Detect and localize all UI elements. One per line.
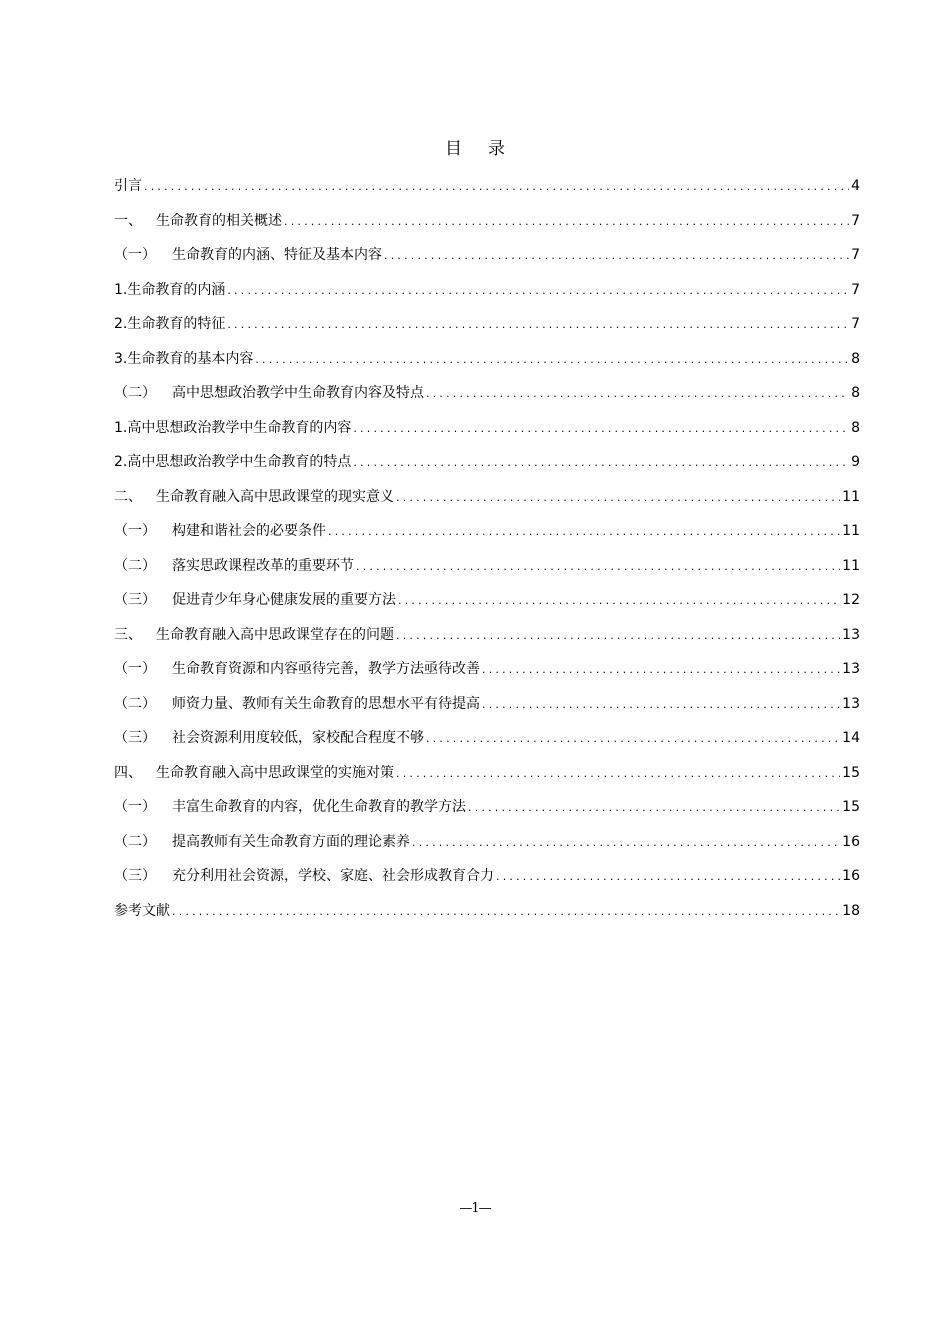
toc-entry-number: 2. xyxy=(114,316,128,332)
toc-dot-leader xyxy=(227,311,849,339)
page-title: 目录 xyxy=(445,139,531,159)
toc-entry-label xyxy=(114,345,253,373)
toc-entry-label xyxy=(114,276,225,304)
toc-page-number: 13 xyxy=(842,661,860,677)
toc-page-number: 4 xyxy=(851,178,860,194)
toc-entry-number: 四、 xyxy=(114,764,142,781)
toc-entry-text: 高中思想政治教学中生命教育的特点 xyxy=(127,454,352,470)
toc-entry-text: 高中思想政治教学中生命教育内容及特点 xyxy=(172,385,424,401)
toc-page-number: 15 xyxy=(842,764,860,781)
toc-page-number: 11 xyxy=(842,488,860,505)
toc-entry-label xyxy=(114,828,410,856)
toc-entry-number: 1. xyxy=(114,419,128,436)
toc-entry-text: 社会资源利用度较低，家校配合程度不够 xyxy=(172,730,424,746)
toc-entry[interactable] xyxy=(114,655,860,690)
toc-entry[interactable] xyxy=(114,517,860,552)
toc-entry-label xyxy=(114,759,394,787)
toc-entry-number: （三） xyxy=(114,730,156,746)
toc-entry[interactable] xyxy=(114,793,860,828)
toc-entry[interactable] xyxy=(114,310,860,345)
toc-dot-leader xyxy=(144,173,849,201)
toc-entry-text: 生命教育融入高中思政课堂存在的问题 xyxy=(156,626,394,643)
toc-entry[interactable] xyxy=(114,414,860,449)
toc-entry[interactable] xyxy=(114,586,860,621)
toc-entry[interactable] xyxy=(114,448,860,483)
toc-entry-text: 生命教育资源和内容亟待完善，教学方法亟待改善 xyxy=(172,661,480,677)
toc-entry-number: 3. xyxy=(114,350,128,367)
toc-entry-label xyxy=(114,552,354,580)
toc-page-number: 8 xyxy=(851,385,860,401)
toc-entry-label xyxy=(114,897,170,925)
toc-entry-text: 构建和谐社会的必要条件 xyxy=(172,523,326,539)
toc-entry-text: 促进青少年身心健康发展的重要方法 xyxy=(172,592,396,608)
toc-entry-number: （三） xyxy=(114,592,156,608)
toc-entry-label xyxy=(114,483,394,511)
toc-entry[interactable] xyxy=(114,690,860,725)
toc-entry-number: （一） xyxy=(114,661,156,677)
toc-entry[interactable] xyxy=(114,345,860,380)
toc-dot-leader xyxy=(227,277,849,305)
toc-entry-number: （二） xyxy=(114,833,156,850)
toc-entry-text: 引言 xyxy=(114,178,142,194)
toc-dot-leader xyxy=(353,449,849,477)
toc-page-number: 12 xyxy=(842,592,860,608)
toc-entry-label xyxy=(114,793,466,821)
toc-entry-number: 2. xyxy=(114,454,128,470)
toc-entry-text: 生命教育的特征 xyxy=(127,316,226,332)
toc-entry-text: 生命教育的基本内容 xyxy=(127,350,254,367)
toc-entry-label xyxy=(114,310,225,338)
toc-entry-number: 1. xyxy=(114,281,128,298)
toc-entry[interactable] xyxy=(114,552,860,587)
toc-entry-text: 生命教育的内涵、特征及基本内容 xyxy=(172,247,382,263)
toc-dot-leader xyxy=(398,587,840,615)
toc-entry[interactable] xyxy=(114,724,860,759)
toc-page-number: 9 xyxy=(851,454,860,470)
toc-page-number: 16 xyxy=(842,868,860,884)
toc-dot-leader xyxy=(412,829,840,857)
toc-dot-leader xyxy=(496,863,840,891)
toc-page-number: 7 xyxy=(851,212,860,229)
toc-entry-text: 提高教师有关生命教育方面的理论素养 xyxy=(172,833,410,850)
toc-dot-leader xyxy=(284,208,849,236)
toc-entry[interactable] xyxy=(114,862,860,897)
toc-entry-label xyxy=(114,690,480,718)
toc-entry[interactable] xyxy=(114,241,860,276)
toc-entry[interactable] xyxy=(114,379,860,414)
toc-dot-leader xyxy=(356,553,840,581)
toc-dot-leader xyxy=(468,794,840,822)
toc-dot-leader xyxy=(426,380,849,408)
toc-dot-leader xyxy=(353,415,849,443)
toc-dot-leader xyxy=(255,346,849,374)
page-number-footer: —1— xyxy=(459,1201,491,1216)
toc-entry-text: 丰富生命教育的内容，优化生命教育的教学方法 xyxy=(172,799,466,815)
toc-entry-label xyxy=(114,448,351,476)
toc-entry-label xyxy=(114,655,480,683)
toc-page-number: 8 xyxy=(851,350,860,367)
toc-dot-leader xyxy=(482,656,840,684)
toc-entry-number: （一） xyxy=(114,247,156,263)
toc-dot-leader xyxy=(482,691,840,719)
toc-entry-number: （二） xyxy=(114,557,156,574)
toc-dot-leader xyxy=(426,725,840,753)
toc-dot-leader xyxy=(396,622,840,650)
table-of-contents xyxy=(114,172,860,931)
toc-entry[interactable] xyxy=(114,276,860,311)
toc-entry-text: 生命教育的内涵 xyxy=(127,281,226,298)
toc-entry-label xyxy=(114,241,382,269)
toc-dot-leader xyxy=(396,760,840,788)
toc-page-number: 14 xyxy=(842,730,860,746)
toc-entry-text: 生命教育融入高中思政课堂的现实意义 xyxy=(156,488,394,505)
toc-page-number: 7 xyxy=(851,316,860,332)
toc-entry-text: 生命教育的相关概述 xyxy=(156,212,282,229)
toc-page-number: 7 xyxy=(851,281,860,298)
toc-entry-text: 充分利用社会资源，学校、家庭、社会形成教育合力 xyxy=(172,868,494,884)
toc-entry-label xyxy=(114,517,326,545)
toc-dot-leader xyxy=(384,242,849,270)
toc-page-number: 13 xyxy=(842,626,860,643)
toc-entry-number: （一） xyxy=(114,523,156,539)
toc-page-number: 16 xyxy=(842,833,860,850)
toc-entry-label xyxy=(114,862,494,890)
toc-page-number: 11 xyxy=(842,557,860,574)
toc-dot-leader xyxy=(328,518,840,546)
toc-entry-text: 生命教育融入高中思政课堂的实施对策 xyxy=(156,764,394,781)
toc-entry-text: 师资力量、教师有关生命教育的思想水平有待提高 xyxy=(172,695,480,712)
toc-page-number: 8 xyxy=(851,419,860,436)
toc-page-number: 15 xyxy=(842,799,860,815)
toc-page-number: 13 xyxy=(842,695,860,712)
toc-entry-text: 高中思想政治教学中生命教育的内容 xyxy=(127,419,352,436)
toc-dot-leader xyxy=(396,484,840,512)
toc-entry-text: 落实思政课程改革的重要环节 xyxy=(172,557,354,574)
toc-entry-number: （三） xyxy=(114,868,156,884)
toc-entry-label xyxy=(114,724,424,752)
toc-entry[interactable] xyxy=(114,828,860,863)
toc-entry[interactable] xyxy=(114,621,860,656)
toc-page-number: 11 xyxy=(842,523,860,539)
toc-page-number: 7 xyxy=(851,247,860,263)
toc-entry-label xyxy=(114,586,396,614)
toc-entry[interactable] xyxy=(114,897,860,932)
toc-entry[interactable] xyxy=(114,172,860,207)
toc-entry-label xyxy=(114,207,282,235)
toc-page-number: 18 xyxy=(842,902,860,919)
toc-entry[interactable] xyxy=(114,207,860,242)
toc-entry-number: 一、 xyxy=(114,212,142,229)
toc-dot-leader xyxy=(172,898,840,926)
toc-entry-label xyxy=(114,172,142,200)
toc-entry-number: （二） xyxy=(114,695,156,712)
toc-entry-number: （二） xyxy=(114,385,156,401)
toc-entry-label xyxy=(114,621,394,649)
toc-entry-number: （一） xyxy=(114,799,156,815)
toc-entry-number: 二、 xyxy=(114,488,142,505)
toc-entry[interactable] xyxy=(114,759,860,794)
toc-entry-text: 参考文献 xyxy=(114,902,170,919)
toc-entry[interactable] xyxy=(114,483,860,518)
toc-entry-label xyxy=(114,414,351,442)
toc-entry-number: 三、 xyxy=(114,626,142,643)
toc-entry-label xyxy=(114,379,424,407)
